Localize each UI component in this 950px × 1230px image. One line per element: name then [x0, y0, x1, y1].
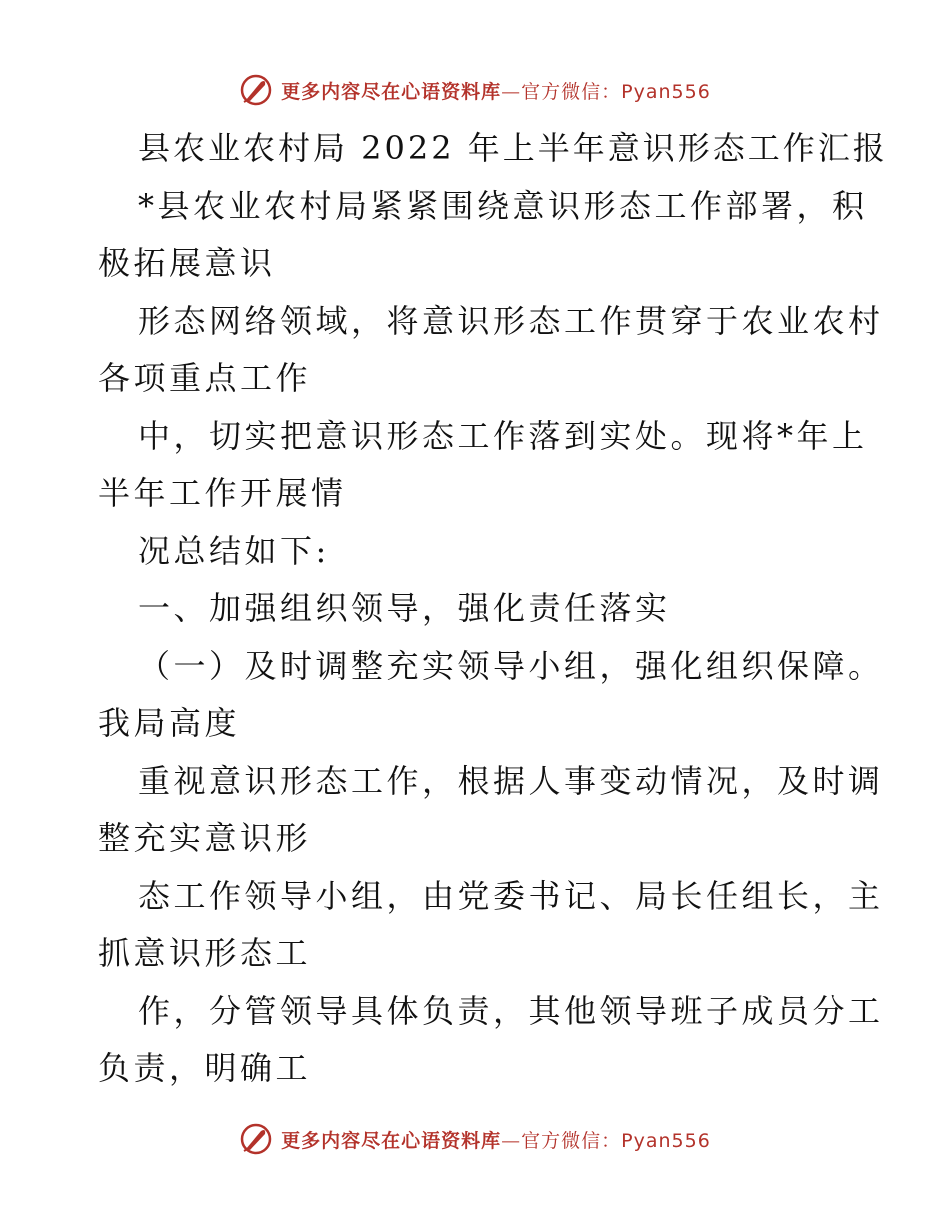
paragraph-line: 各项重点工作: [98, 359, 312, 397]
paragraph-line: 我局高度: [98, 704, 241, 742]
paragraph-line: 负责，明确工: [98, 1049, 312, 1087]
subsection-heading: （一）及时调整充实领导小组，强化组织保障。: [138, 646, 884, 685]
paragraph-line: 中，切实把意识形态工作落到实处。现将*年上: [138, 416, 868, 455]
header-wechat-text: 官方微信：Pyan556: [521, 80, 711, 103]
paragraph-line: *县农业农村局紧紧围绕意识形态工作部署，积: [138, 186, 868, 225]
paragraph-line: 抓意识形态工: [98, 934, 312, 972]
footer-separator: —: [501, 1129, 522, 1152]
paragraph-line: 作，分管领导具体负责，其他领导班子成员分工: [138, 991, 884, 1030]
paragraph-line: 况总结如下:: [138, 531, 330, 570]
pen-feather-logo-icon: [239, 73, 273, 107]
header-site-text: 更多内容尽在心语资料库: [281, 80, 502, 103]
paragraph-line: 重视意识形态工作，根据人事变动情况，及时调: [138, 761, 884, 800]
header-banner-text: [281, 77, 711, 104]
header-separator: —: [501, 80, 522, 103]
paragraph-line: 形态网络领域，将意识形态工作贯穿于农业农村: [138, 301, 884, 340]
paragraph-line: 态工作领导小组，由党委书记、局长任组长，主: [138, 876, 884, 915]
pen-feather-logo-icon: [239, 1122, 273, 1156]
footer-wechat-text: 官方微信：Pyan556: [521, 1129, 711, 1152]
paragraph-line: 极拓展意识: [98, 244, 276, 282]
header-banner: [0, 70, 950, 110]
document-body: [98, 120, 888, 1098]
document-title: 县农业农村局 2022 年上半年意识形态工作汇报: [138, 129, 888, 167]
paragraph-line: 整充实意识形: [98, 819, 312, 857]
footer-banner: [0, 1119, 950, 1159]
paragraph-line: 半年工作开展情: [98, 474, 347, 512]
footer-site-text: 更多内容尽在心语资料库: [281, 1129, 502, 1152]
section-heading: 一、加强组织领导，强化责任落实: [138, 589, 671, 627]
footer-banner-text: [281, 1126, 711, 1153]
